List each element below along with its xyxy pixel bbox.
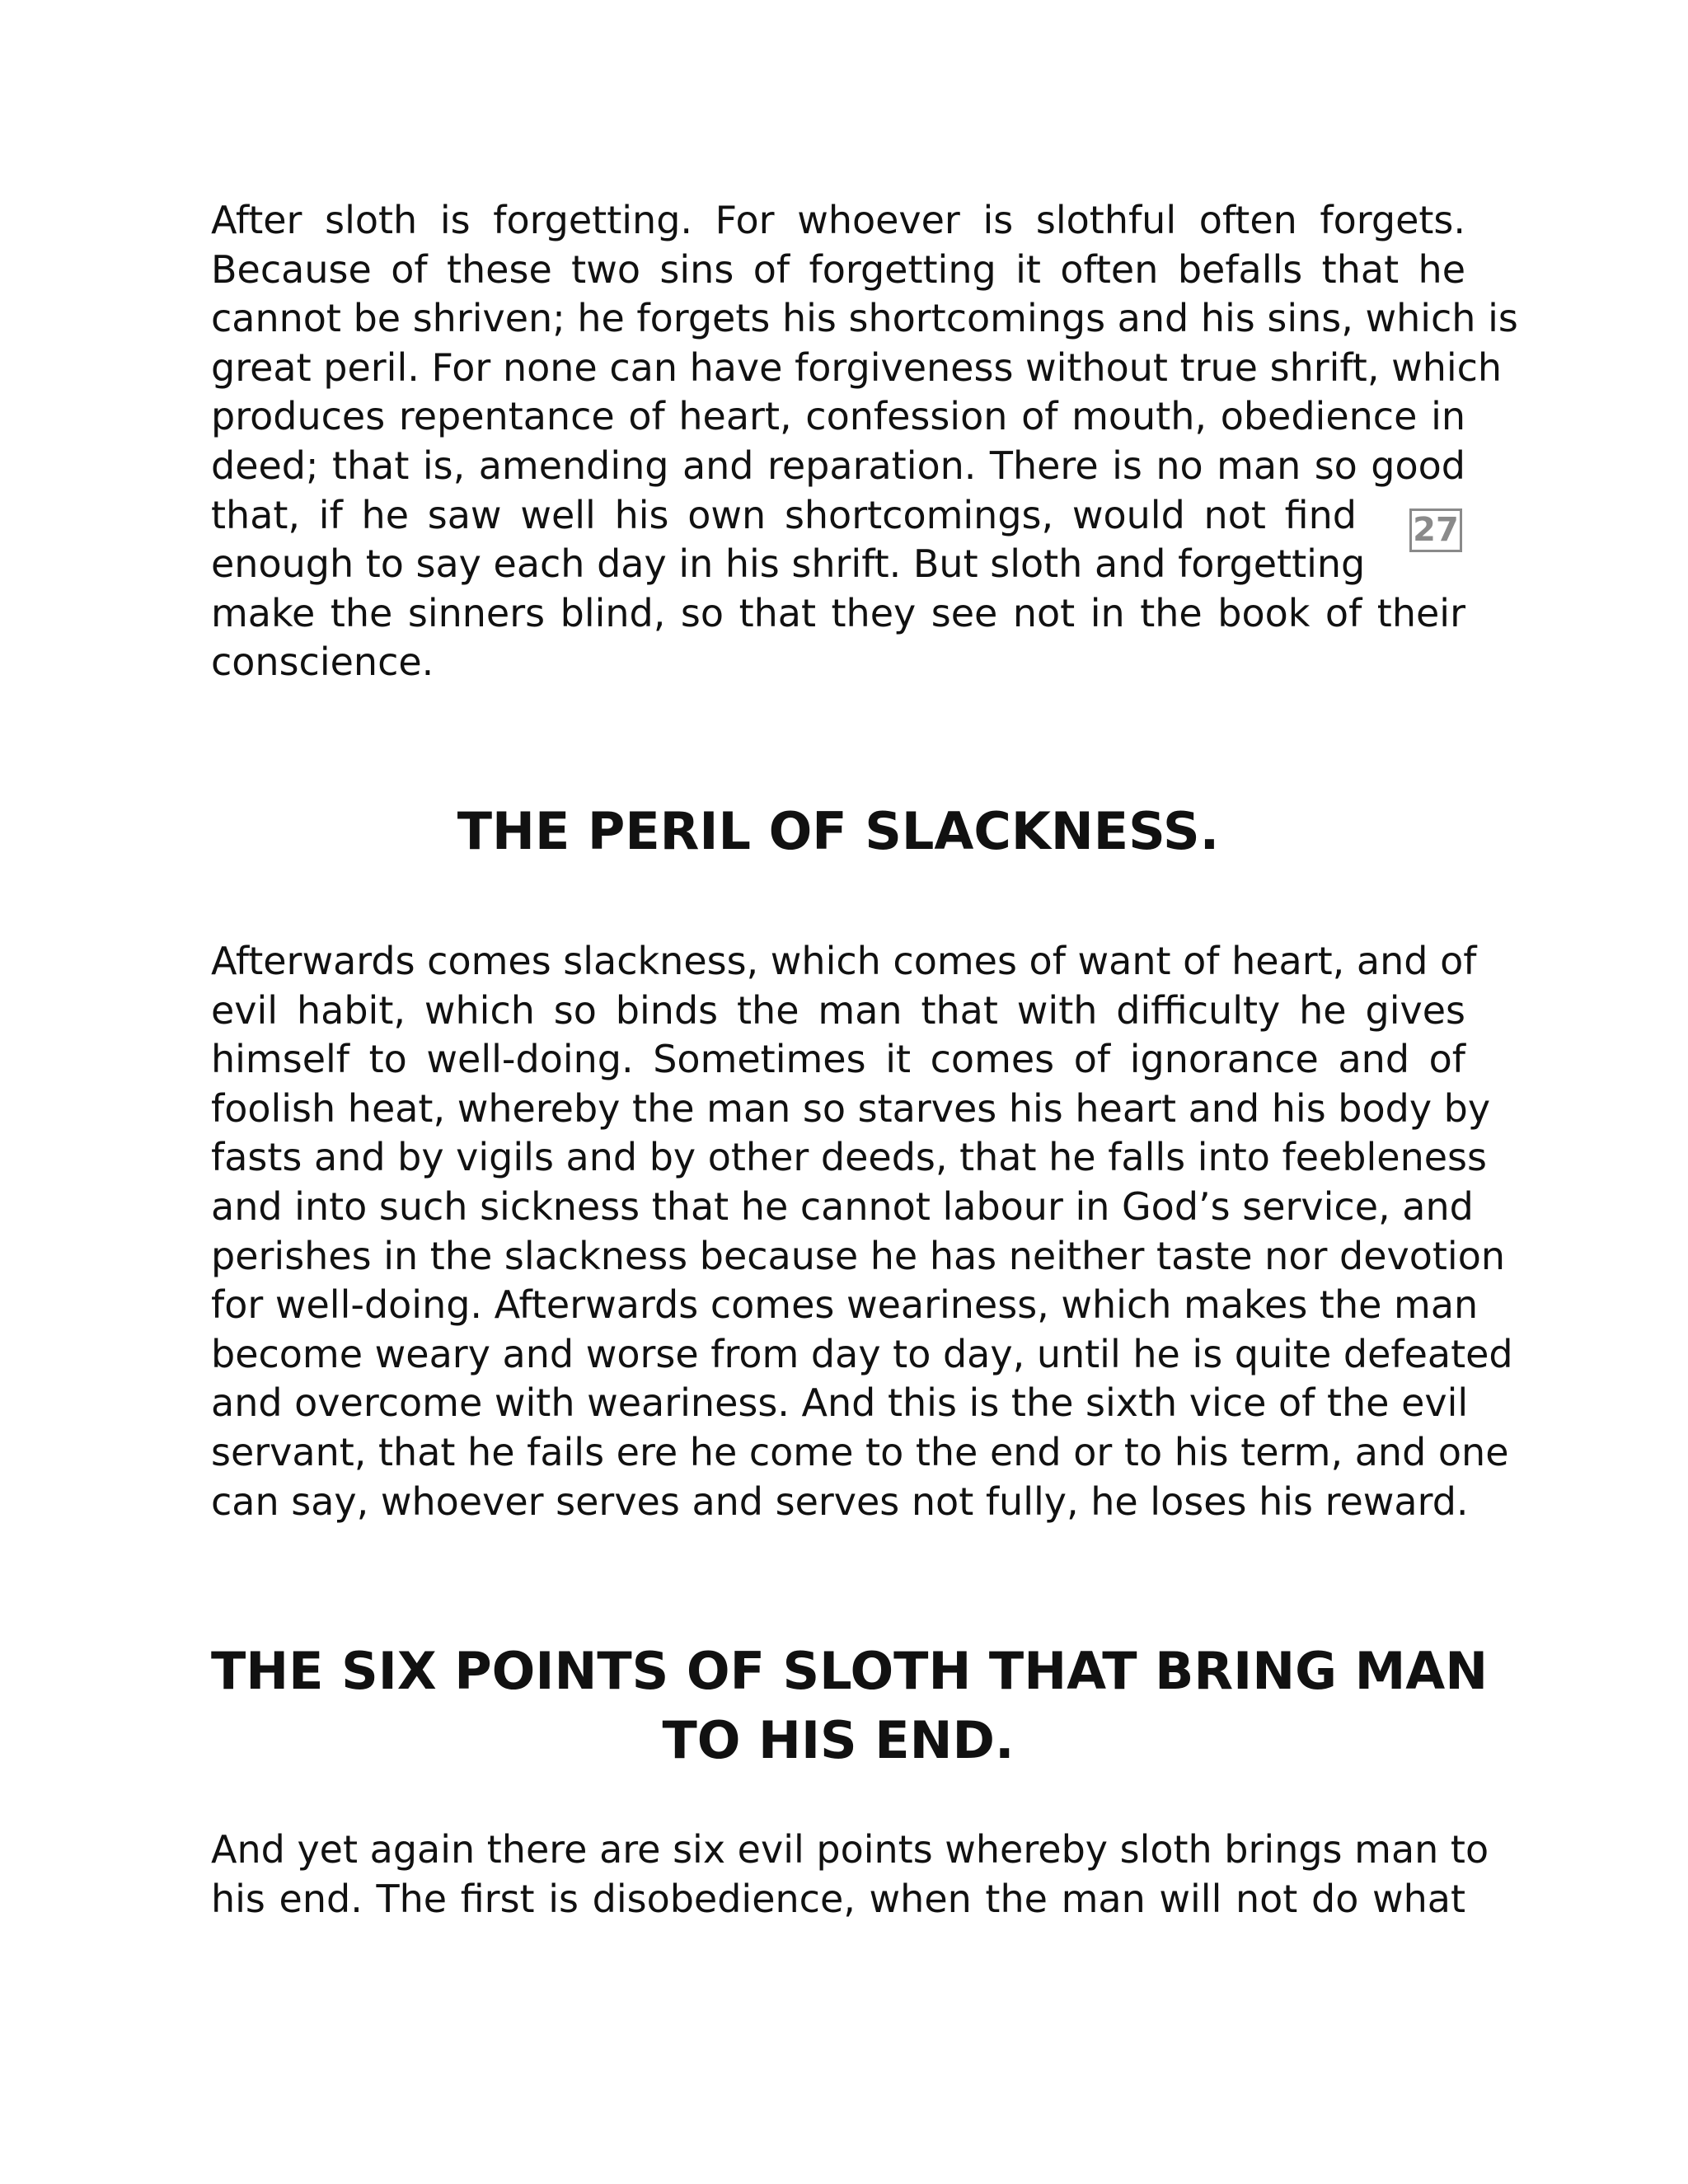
text-line: conscience. — [211, 640, 434, 685]
text-line: become weary and worse from day to day, until he is quite defeated — [211, 1331, 1513, 1376]
text-line: Because of these two sins of forgetting it often befalls that he — [211, 246, 1465, 292]
text-line: can say, whoever serves and serves not fully, he loses his reward. — [211, 1479, 1469, 1524]
paragraph-forgetting — [211, 196, 1518, 687]
heading-line: THE PERIL OF SLACKNESS. — [457, 801, 1220, 861]
text-line: After sloth is forgetting. For whoever is slothful often forgets. — [211, 198, 1465, 242]
text-line: servant, that he fails ere he come to the end or to his term, and one — [211, 1429, 1509, 1474]
text-line: And yet again there are six evil points whereby sloth brings man to — [211, 1827, 1489, 1872]
text-line: great peril. For none can have forgiveness without true shrift, which — [211, 344, 1503, 390]
text-line: make the sinners blind, so that they see not in the book of their — [211, 590, 1465, 635]
text-line: and into such sickness that he cannot labour in God’s service, and — [211, 1183, 1474, 1229]
text-line: and overcome with weariness. And this is the sixth vice of the evil — [211, 1380, 1469, 1426]
heading-line: THE SIX POINTS OF SLOTH THAT BRING MAN — [211, 1641, 1489, 1701]
text-line: himself to well-doing. Sometimes it comes of ignorance and of — [211, 1037, 1465, 1082]
text-line: that, if he saw well his own shortcomings, would not find — [211, 492, 1357, 537]
text-line: cannot be shriven; he forgets his shortcomings and his sins, which is — [211, 296, 1518, 341]
text-line: foolish heat, whereby the man so starves his heart and his body by — [211, 1085, 1491, 1131]
section-heading-six-points-of-sloth — [211, 1637, 1489, 1775]
text-line: fasts and by vigils and by other deeds, that he falls into feebleness — [211, 1135, 1487, 1180]
text-line: his end. The first is disobedience, when the man will not do what — [211, 1876, 1465, 1921]
paragraph-six-evil-points — [211, 1825, 1489, 1924]
text-line: perishes in the slackness because he has neither taste nor devotion — [211, 1233, 1505, 1278]
page-number-marker: 27 — [1409, 509, 1462, 552]
text-line: produces repentance of heart, confession of mouth, obedience in — [211, 394, 1465, 439]
text-line: Afterwards comes slackness, which comes of want of heart, and of — [211, 939, 1477, 983]
text-line: enough to say each day in his shrift. But sloth and forgetting — [211, 541, 1366, 587]
section-heading-peril-of-slackness — [211, 797, 1465, 866]
heading-line: TO HIS END. — [662, 1710, 1015, 1770]
text-line: evil habit, which so binds the man that with difficulty he gives — [211, 987, 1465, 1033]
text-line: for well-doing. Afterwards comes weariness, which makes the man — [211, 1282, 1479, 1328]
text-line: deed; that is, amending and reparation. There is no man so good — [211, 443, 1465, 488]
paragraph-slackness — [211, 937, 1513, 1526]
